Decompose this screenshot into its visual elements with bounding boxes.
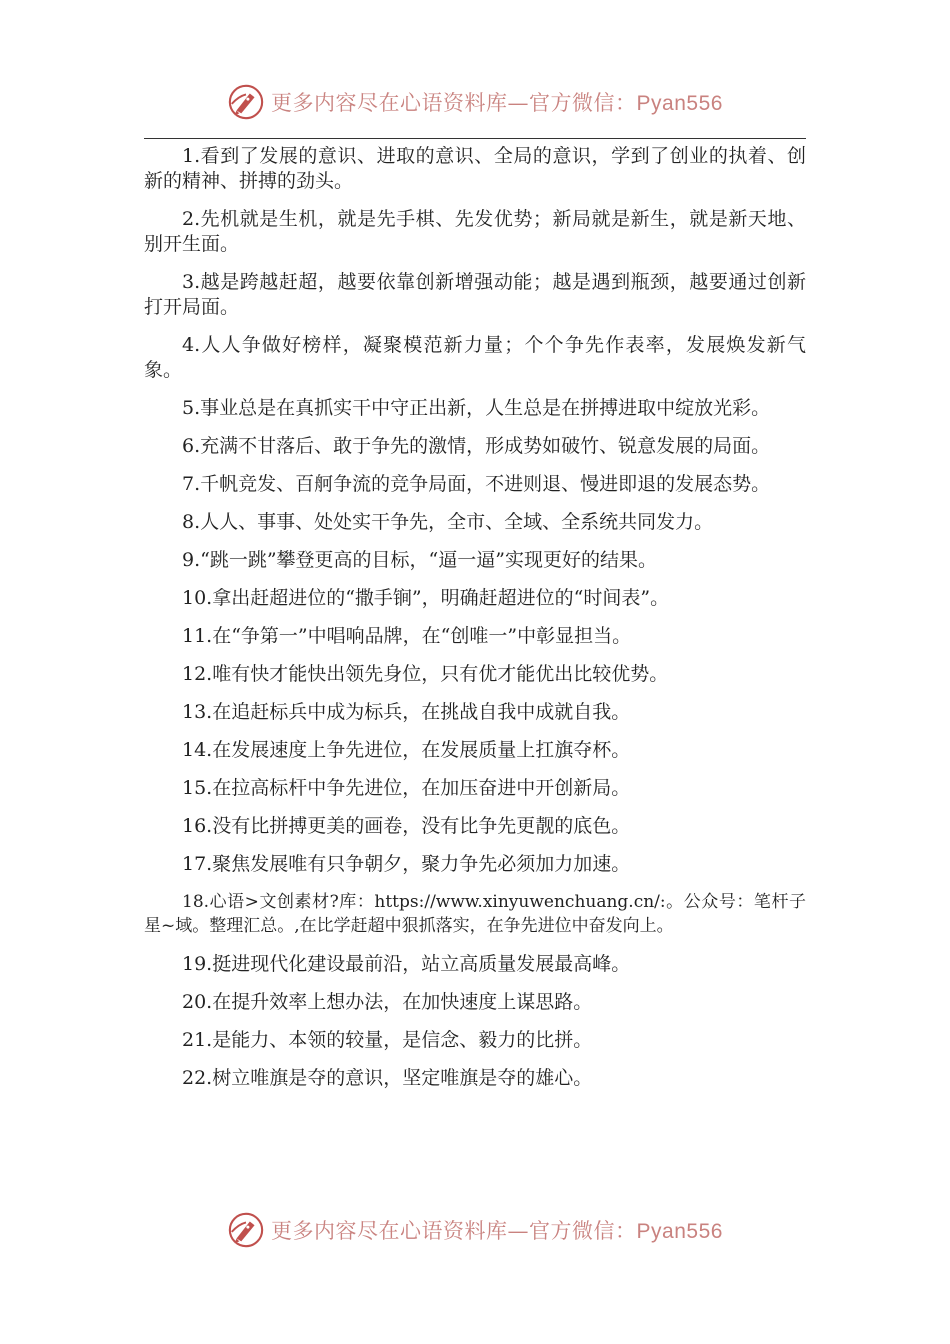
list-item: 2.先机就是生机，就是先手棋、先发优势；新局就是新生，就是新天地、别开生面。	[144, 208, 806, 255]
document-body	[144, 144, 806, 1104]
footer-banner-text	[271, 1215, 723, 1245]
header-banner-text	[271, 87, 723, 117]
list-item: 9.“跳一跳”攀登更高的目标，“逼一逼”实现更好的结果。	[182, 549, 657, 571]
list-item: 16.没有比拼搏更美的画卷，没有比争先更靓的底色。	[182, 815, 631, 837]
list-item: 18.心语>文创素材?库：https://www.xinyuwenchuang.cn/:。公众号：笔杆子星~域。整理汇总。,在比学赶超中狠抓落实，在争先进位中奋发向上。	[144, 892, 806, 936]
list-item: 6.充满不甘落后、敢于争先的激情，形成势如破竹、锐意发展的局面。	[182, 435, 771, 457]
list-item: 1.看到了发展的意识、进取的意识、全局的意识，学到了创业的执着、创新的精神、拼搏的劲头。	[144, 145, 806, 192]
pen-nib-logo-icon	[227, 1211, 265, 1249]
footer-wechat-id: Pyan556	[636, 1220, 723, 1243]
footer-text: 更多内容尽在心语资料库—官方微信：	[271, 1219, 637, 1243]
list-item: 10.拿出赶超进位的“撒手锏”，明确赶超进位的“时间表”。	[182, 587, 670, 609]
list-item: 5.事业总是在真抓实干中守正出新，人生总是在拼搏进取中绽放光彩。	[182, 397, 771, 419]
header-banner	[0, 80, 950, 124]
list-item: 20.在提升效率上想办法，在加快速度上谋思路。	[182, 991, 593, 1013]
list-item: 17.聚焦发展唯有只争朝夕，聚力争先必须加力加速。	[182, 853, 631, 875]
header-wechat-id: Pyan556	[636, 92, 723, 115]
list-item: 19.挺进现代化建设最前沿，站立高质量发展最高峰。	[182, 953, 631, 975]
list-item: 3.越是跨越赶超，越要依靠创新增强动能；越是遇到瓶颈，越要通过创新打开局面。	[144, 271, 806, 318]
header-divider	[144, 138, 806, 139]
list-item: 11.在“争第一”中唱响品牌，在“创唯一”中彰显担当。	[182, 625, 632, 647]
list-item: 14.在发展速度上争先进位，在发展质量上扛旗夺杯。	[182, 739, 631, 761]
list-item: 12.唯有快才能快出领先身位，只有优才能优出比较优势。	[182, 663, 669, 685]
list-item: 4.人人争做好榜样，凝聚模范新力量；个个争先作表率，发展焕发新气象。	[144, 334, 806, 381]
list-item: 21.是能力、本领的较量，是信念、毅力的比拼。	[182, 1029, 593, 1051]
header-text: 更多内容尽在心语资料库—官方微信：	[271, 91, 637, 115]
list-item: 7.千帆竞发、百舸争流的竞争局面，不进则退、慢进即退的发展态势。	[182, 473, 771, 495]
list-item: 13.在追赶标兵中成为标兵，在挑战自我中成就自我。	[182, 701, 631, 723]
pen-nib-logo-icon	[227, 83, 265, 121]
list-item: 8.人人、事事、处处实干争先，全市、全域、全系统共同发力。	[182, 511, 714, 533]
list-item: 15.在拉高标杆中争先进位，在加压奋进中开创新局。	[182, 777, 631, 799]
list-item: 22.树立唯旗是夺的意识，坚定唯旗是夺的雄心。	[182, 1067, 593, 1089]
footer-banner	[0, 1208, 950, 1252]
